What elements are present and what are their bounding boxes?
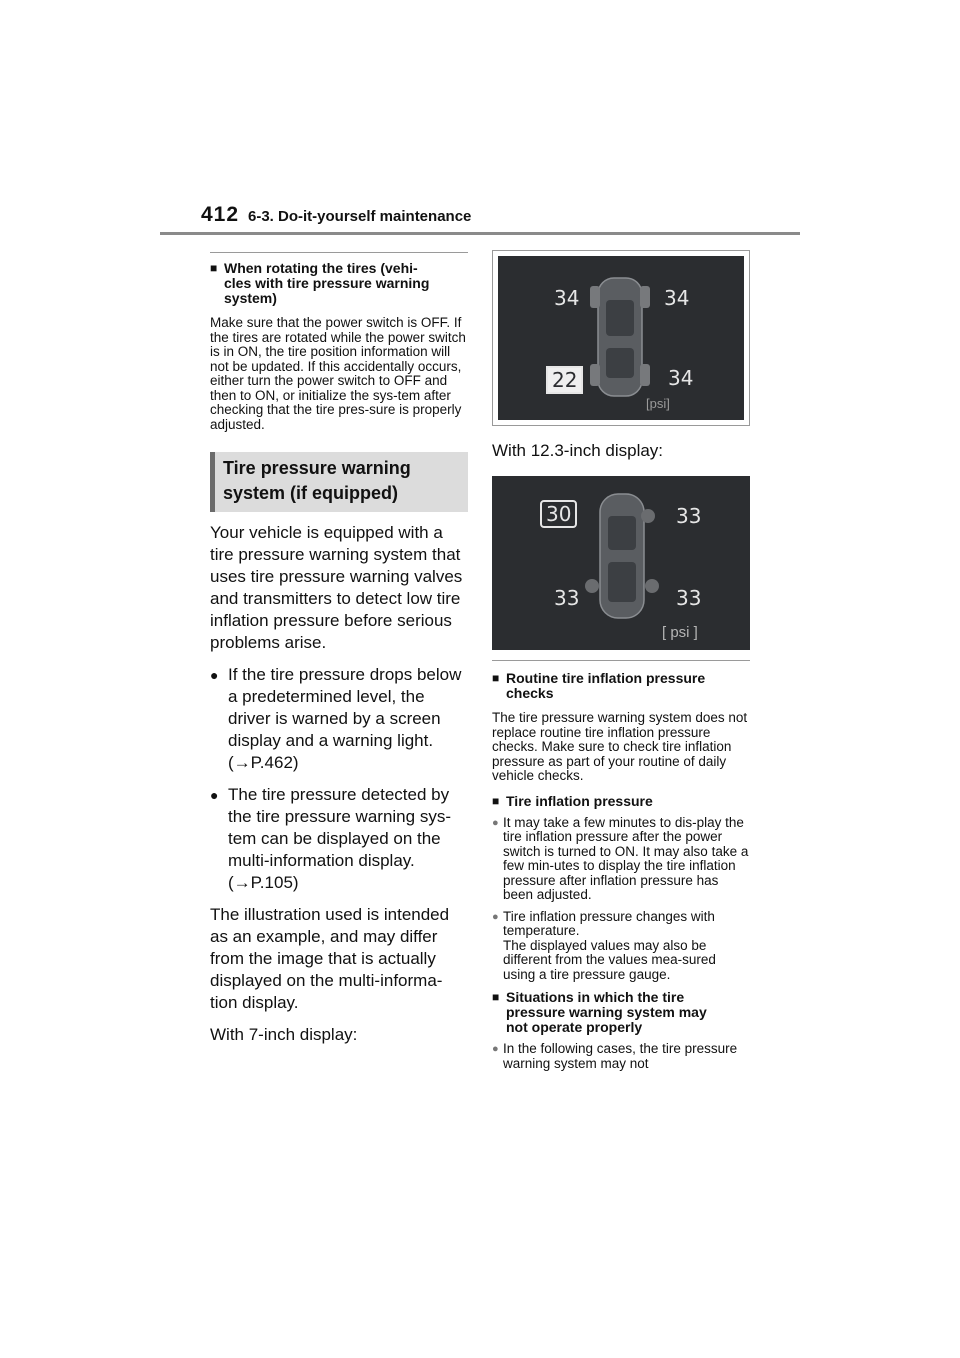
divider [210,252,468,253]
bullet-item [210,784,468,894]
situations-heading-text: Situations in which the tire pressure warning system may not operate properly [506,989,707,1035]
bullet-item [210,664,468,774]
twelve-inch-label: With 12.3-inch display: [492,441,664,460]
seven-inch-label: With 7-inch display: [210,1025,358,1044]
list-item [492,910,750,983]
page-number: 412 [201,203,240,226]
car-top-view-icon [492,476,750,650]
box-heading: Tire pressure warning system (if equipped) [210,452,468,512]
square-bullet-icon: ■ [492,990,500,1004]
divider [492,660,750,661]
bullet-icon: ● [210,667,219,683]
tire-front-right: 34 [664,286,690,310]
bullet-text: The tire pressure detected by the tire pressure warning sys-tem can be displayed on the multi-information display. (→P.105) [228,785,451,892]
square-bullet-icon: ■ [210,261,218,275]
routine-text: The tire pressure warning system does not replace routine tire inflation pressure checks. Make sure to check tire inflation pressure as part of your routine of daily vehicle checks. [492,710,748,783]
list-item [492,816,750,903]
situations-heading [492,990,750,1035]
tire-front-right: 33 [676,504,702,528]
bullet-icon: ● [210,787,219,803]
rotating-heading [210,261,468,306]
section-title: 6-3. Do-it-yourself maintenance [248,208,472,225]
left-column [210,252,468,1046]
round-bullet-icon: ● [492,1043,499,1055]
unit-label: [psi] [646,396,670,411]
square-bullet-icon: ■ [492,671,500,685]
illustration-note: The illustration used is intended as an example, and may differ from the image that is actually displayed on the multi-informa-tion display. [210,905,450,1012]
car-top-view-icon [498,256,744,420]
round-bullet-icon: ● [492,816,499,829]
tire-rear-right: 33 [676,586,702,610]
list-item-text: In the following cases, the tire pressure warning system may not [503,1041,738,1071]
list-item-text: Tire inflation pressure changes with temperature. The displayed values may also be different from the values mea-sured using a tire pressure gauge. [503,908,716,982]
bullet-text: If the tire pressure drops below a predetermined level, the driver is warned by a screen display and a warning light. (→P.462) [228,665,462,772]
rotating-text: Make sure that the power switch is OFF. If the tires are rotated while the power switch is in ON, the tire position information will not be updated. If this accidentally occurs, either turn the power switch to OFF and then to ON, or initialize the sys-tem after checking that the tire pres-sure is properly adjusted. [210,315,466,432]
tire-rear-left: 22 [546,366,583,394]
round-bullet-icon: ● [492,910,499,923]
display-7inch [492,250,750,426]
unit-label: [ psi ] [662,624,698,641]
right-column [492,250,750,1071]
header-rule [160,232,800,235]
routine-heading-text: Routine tire inflation pressure checks [506,670,706,701]
inflation-heading [492,794,750,809]
tire-front-left: 30 [540,500,577,528]
routine-heading [492,671,750,701]
list-item [492,1042,750,1071]
rotating-heading-text: When rotating the tires (vehi- cles with tire pressure warning system) [224,260,430,306]
intro-paragraph: Your vehicle is equipped with a tire pressure warning system that uses tire pressure warning valves and transmitters to detect low tire inflation pressure before serious problems arise. [210,523,463,652]
list-item-text: It may take a few minutes to dis-play the tire inflation pressure after the power switch is turned to ON. It may also take a few min-utes to display the tire inflation pressure after inflation pressure has been adjusted. [503,814,749,902]
tire-rear-right: 34 [668,366,694,390]
tire-front-left: 34 [554,286,580,310]
display-7inch-screen [498,256,744,420]
tire-rear-left: 33 [554,586,580,610]
display-12inch [492,476,750,650]
inflation-heading-text: Tire inflation pressure [506,792,653,809]
square-bullet-icon: ■ [492,793,500,808]
